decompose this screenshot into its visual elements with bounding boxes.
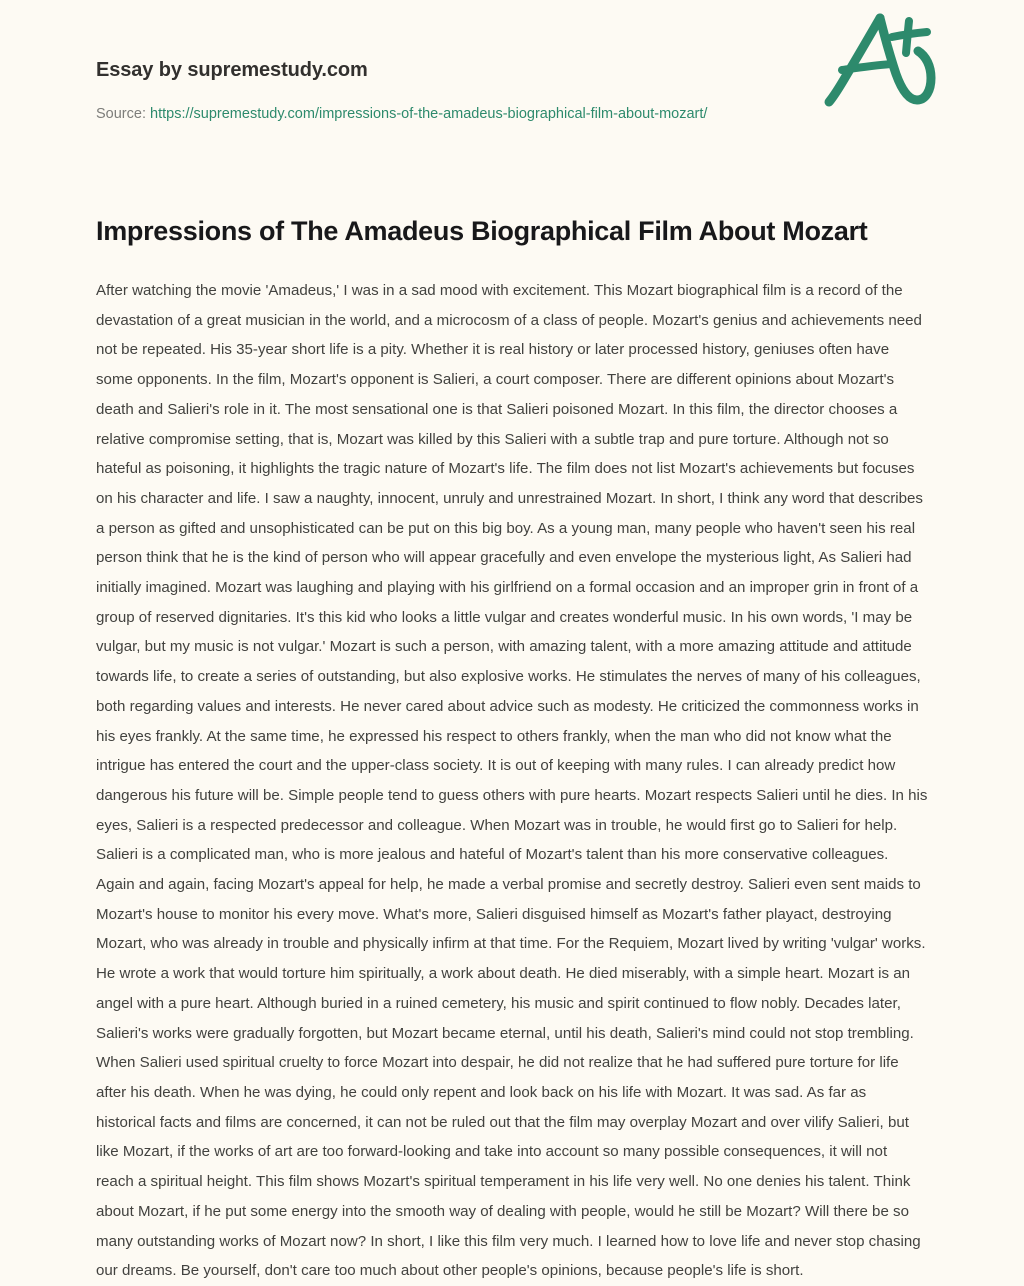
page-header: [96, 0, 928, 128]
source-url-link[interactable]: https://supremestudy.com/impressions-of-the-amadeus-biographical-film-about-mozart/: [150, 106, 708, 122]
a-plus-logo-icon: [818, 8, 936, 116]
page-title: Impressions of The Amadeus Biographical Film About Mozart: [96, 216, 868, 246]
source-line: [96, 83, 756, 128]
source-label: Source:: [96, 106, 146, 122]
brand-heading: Essay by supremestudy.com: [96, 59, 368, 81]
essay-body-text: After watching the movie 'Amadeus,' I was in a sad mood with excitement. This Mozart biographical film is a record of the devastation of a great musician in the world, and a microcosm of a class of people. Mozart's genius and achievements need not be repeated. His 35-year short life is a pity. Whether it is real history or later processed history, geniuses often have some opponents. In the film, Mozart's opponent is Salieri, a court composer. There are different opinions about Mozart's death and Salieri's role in it. The most sensational one is that Salieri poisoned Mozart. In this film, the director chooses a relative compromise setting, that is, Mozart was killed by this Salieri with a subtle trap and pure torture. Although not so hateful as poisoning, it highlights the tragic nature of Mozart's life. The film does not list Mozart's achievements but focuses on his character and life. I saw a naughty, innocent, unruly and unrestrained Mozart. In short, I think any word that describes a person as gifted and unsophisticated can be put on this big boy. As a young man, many people who haven't seen his real person think that he is the kind of person who will appear gracefully and even envelope the mysterious light, As Salieri had initially imagined. Mozart was laughing and playing with his girlfriend on a formal occasion and an improper grin in front of a group of reserved dignitaries. It's this kid who looks a little vulgar and creates wonderful music. In his own words, 'I may be vulgar, but my music is not vulgar.' Mozart is such a person, with amazing talent, with a more amazing attitude and attitude towards life, to create a series of outstanding, but also explosive works. He stimulates the nerves of many of his colleagues, both regarding values and interests. He never cared about advice such as modesty. He criticized the commonness works in his eyes frankly. At the same time, he expressed his respect to others frankly, when the man who did not know what the intrigue has entered the court and the upper-class society. It is out of keeping with many rules. I can already predict how dangerous his future will be. Simple people tend to guess others with pure hearts. Mozart respects Salieri until he dies. In his eyes, Salieri is a respected predecessor and colleague. When Mozart was in trouble, he would first go to Salieri for help. Salieri is a complicated man, who is more jealous and hateful of Mozart's talent than his more conservative colleagues. Again and again, facing Mozart's appeal for help, he made a verbal promise and secretly destroy. Salieri even sent maids to Mozart's house to monitor his every move. What's more, Salieri disguised himself as Mozart's father playact, destroying Mozart, who was already in trouble and physically infirm at that time. For the Requiem, Mozart lived by writing 'vulgar' works. He wrote a work that would torture him spiritually, a work about death. He died miserably, with a simple heart. Mozart is an angel with a pure heart. Although buried in a ruined cemetery, his music and spirit continued to flow nobly. Decades later, Salieri's works were gradually forgotten, but Mozart became eternal, until his death, Salieri's mind could not stop trembling. When Salieri used spiritual cruelty to force Mozart into despair, he did not realize that he had suffered pure torture for life after his death. When he was dying, he could only repent and look back on his life with Mozart. It was sad. As far as historical facts and films are concerned, it can not be ruled out that the film may overplay Mozart and over vilify Salieri, but like Mozart, if the works of art are too forward-looking and take into account so many possible consequences, it will not reach a spiritual height. This film shows Mozart's spiritual temperament in his life very well. No one denies his talent. Think about Mozart, if he put some energy into the smooth way of dealing with people, would he still be Mozart? Will there be so many outstanding works of Mozart now? In short, I like this film very much. I learned how to love life and never stop chasing our dreams. Be yourself, don't care too much about other people's opinions, because people's life is short.: [96, 282, 928, 1280]
